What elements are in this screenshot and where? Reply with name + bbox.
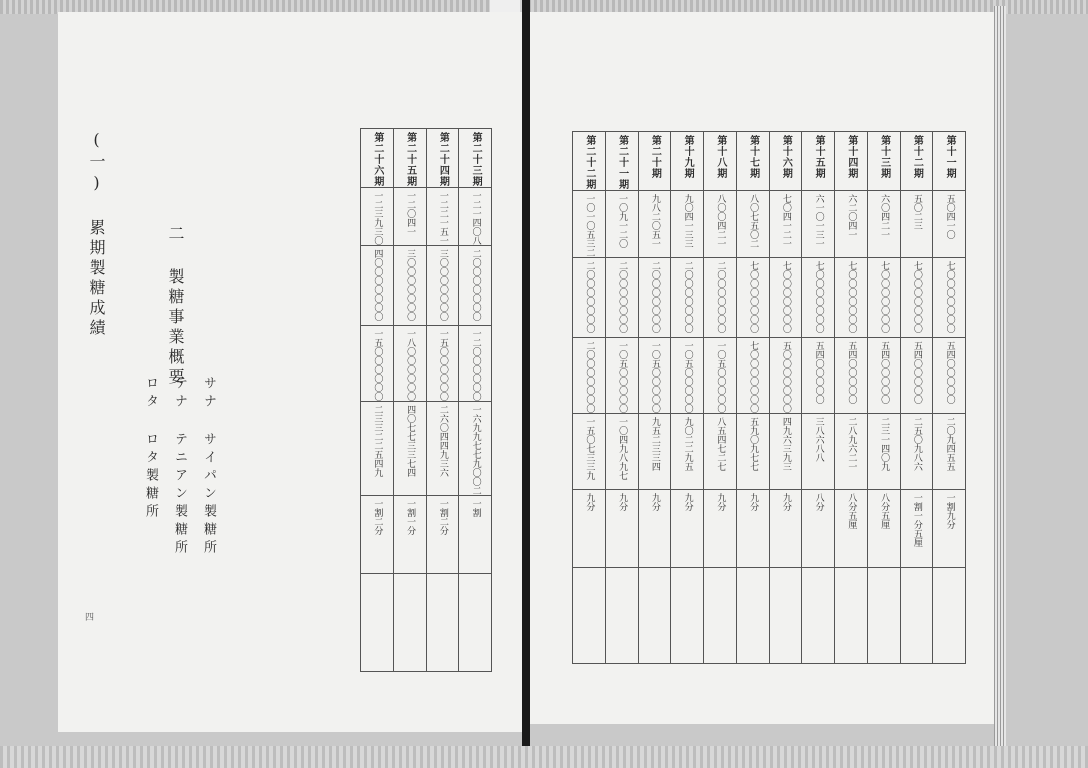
value-cell: 九〇四一三三 (671, 191, 704, 258)
value-cell: 五〇四一〇 (933, 191, 966, 258)
empty-cell (361, 574, 394, 672)
value-cell: 七〇四一二一 (769, 191, 802, 258)
value-cell: 六二〇四一 (835, 191, 868, 258)
value-cell: 四〇〇〇〇〇〇〇 (361, 246, 394, 326)
value-cell: 二〇〇〇〇〇〇〇 (638, 258, 671, 338)
value-cell: 一〇一〇五三二 (573, 191, 606, 258)
value-cell: 二〇九四五五 (933, 414, 966, 490)
page-stack-edge (994, 6, 1006, 746)
value-cell: 九五二三三四 (638, 414, 671, 490)
value-cell: 五九〇九七七 (736, 414, 769, 490)
factory-tinian: テナ テニアン製糖所 (172, 376, 187, 558)
value-cell: 七〇〇〇〇〇〇〇 (867, 258, 900, 338)
value-cell: 二〇〇〇〇〇〇〇 (573, 258, 606, 338)
value-cell: 四〇七七三三七四 (393, 402, 426, 496)
section-title: (一) 累期製糖成績 (87, 130, 106, 339)
value-cell: 二〇〇〇〇〇〇〇 (459, 246, 492, 326)
period-header: 第二十五期 (393, 129, 426, 188)
value-cell: 一割二分 (426, 496, 459, 574)
value-cell: 九分 (704, 490, 737, 568)
empty-cell (638, 568, 671, 664)
period-header: 第二十二期 (573, 132, 606, 191)
empty-cell (769, 568, 802, 664)
value-cell: 一〇五〇〇〇〇〇 (605, 338, 638, 414)
value-cell: 一八〇〇〇〇〇〇 (393, 326, 426, 402)
period-header: 第二十三期 (459, 129, 492, 188)
value-cell: 九分 (736, 490, 769, 568)
period-header: 第二十四期 (426, 129, 459, 188)
value-cell: 一〇四九八九七 (605, 414, 638, 490)
value-cell: 八〇七五〇二 (736, 191, 769, 258)
value-cell: 一〇五〇〇〇〇〇 (671, 338, 704, 414)
value-cell: 九〇二二九五 (671, 414, 704, 490)
value-cell: 四九六三九三 (769, 414, 802, 490)
value-cell: 九分 (605, 490, 638, 568)
period-header: 第十九期 (671, 132, 704, 191)
empty-cell (573, 568, 606, 664)
value-cell: 六〇四二一 (867, 191, 900, 258)
value-cell: 一二〇四一 (393, 188, 426, 246)
period-header: 第十六期 (769, 132, 802, 191)
value-cell: 九分 (671, 490, 704, 568)
value-cell: 九分 (638, 490, 671, 568)
period-header: 第十四期 (835, 132, 868, 191)
value-cell: 二三三二二五四九 (361, 402, 394, 496)
factory-rota: ロタ ロタ製糖所 (143, 376, 158, 522)
value-cell: 九分 (769, 490, 802, 568)
value-cell: 一二〇〇〇〇〇〇 (459, 326, 492, 402)
value-cell: 五〇二三 (900, 191, 933, 258)
value-cell: 一割 (459, 496, 492, 574)
period-header: 第十一期 (933, 132, 966, 191)
period-header: 第二十一期 (605, 132, 638, 191)
value-cell: 五四〇〇〇〇〇 (900, 338, 933, 414)
value-cell: 三八六八八 (802, 414, 835, 490)
value-cell: 二〇〇〇〇〇〇〇 (573, 338, 606, 414)
book-gutter (522, 0, 530, 768)
value-cell: 二三一四〇九 (867, 414, 900, 490)
empty-cell (605, 568, 638, 664)
value-cell: 五四〇〇〇〇〇 (835, 338, 868, 414)
value-cell: 五四〇〇〇〇〇 (802, 338, 835, 414)
empty-cell (426, 574, 459, 672)
value-cell: 一割二分 (361, 496, 394, 574)
value-cell: 八分五厘 (835, 490, 868, 568)
value-cell: 三〇〇〇〇〇〇〇 (393, 246, 426, 326)
empty-cell (736, 568, 769, 664)
value-cell: 一割一分 (393, 496, 426, 574)
period-header: 第十七期 (736, 132, 769, 191)
period-header: 第十二期 (900, 132, 933, 191)
period-header: 第十五期 (802, 132, 835, 191)
value-cell: 一二三九三〇 (361, 188, 394, 246)
value-cell: 二六〇四四九三六 (426, 402, 459, 496)
value-cell: 八分五厘 (867, 490, 900, 568)
factory-saipan: サナ サイパン製糖所 (201, 376, 216, 558)
value-cell: 七〇〇〇〇〇〇〇 (736, 258, 769, 338)
value-cell: 五〇〇〇〇〇〇〇 (769, 338, 802, 414)
value-cell: 七〇〇〇〇〇〇〇 (900, 258, 933, 338)
empty-cell (933, 568, 966, 664)
value-cell: 一六九九七七九〇〇二 (459, 402, 492, 496)
value-cell: 七〇〇〇〇〇〇〇 (736, 338, 769, 414)
page-mark: 四 (85, 613, 95, 623)
value-cell: 二〇〇〇〇〇〇〇 (671, 258, 704, 338)
value-cell: 八分 (802, 490, 835, 568)
period-header: 第二十期 (638, 132, 671, 191)
right-ledger-table (572, 131, 966, 664)
value-cell: 一〇五〇〇〇〇〇 (638, 338, 671, 414)
value-cell: 二〇〇〇〇〇〇〇 (605, 258, 638, 338)
left-ledger-table (360, 128, 492, 672)
value-cell: 一五〇〇〇〇〇〇 (361, 326, 394, 402)
empty-cell (704, 568, 737, 664)
value-cell: 一〇五〇〇〇〇〇 (704, 338, 737, 414)
value-cell: 五四〇〇〇〇〇 (933, 338, 966, 414)
value-cell: 一二一四〇八 (459, 188, 492, 246)
period-header: 第十三期 (867, 132, 900, 191)
value-cell: 一割九分 (933, 490, 966, 568)
empty-cell (393, 574, 426, 672)
value-cell: 三〇〇〇〇〇〇〇 (426, 246, 459, 326)
value-cell: 八〇〇四二一 (704, 191, 737, 258)
period-header: 第二十六期 (361, 129, 394, 188)
value-cell: 九分 (573, 490, 606, 568)
empty-cell (802, 568, 835, 664)
value-cell: 二八九六二一 (835, 414, 868, 490)
value-cell: 八五四七二七 (704, 414, 737, 490)
value-cell: 六一〇一三一 (802, 191, 835, 258)
value-cell: 一割一分五厘 (900, 490, 933, 568)
value-cell: 一五〇〇〇〇〇〇 (426, 326, 459, 402)
value-cell: 七〇〇〇〇〇〇〇 (835, 258, 868, 338)
scan-bottom-edge (0, 746, 1088, 768)
empty-cell (459, 574, 492, 672)
value-cell: 二五〇九八六 (900, 414, 933, 490)
value-cell: 一二二一五一 (426, 188, 459, 246)
value-cell: 七〇〇〇〇〇〇〇 (933, 258, 966, 338)
value-cell: 九八二〇五一 (638, 191, 671, 258)
empty-cell (671, 568, 704, 664)
empty-cell (867, 568, 900, 664)
value-cell: 七〇〇〇〇〇〇〇 (802, 258, 835, 338)
empty-cell (835, 568, 868, 664)
period-header: 第十八期 (704, 132, 737, 191)
value-cell: 一五〇七三三九 (573, 414, 606, 490)
empty-cell (900, 568, 933, 664)
value-cell: 七〇〇〇〇〇〇〇 (769, 258, 802, 338)
value-cell: 二〇〇〇〇〇〇〇 (704, 258, 737, 338)
value-cell: 一〇九一二〇 (605, 191, 638, 258)
heading-sugar-business: 二 製糖事業概要 (166, 225, 185, 388)
value-cell: 五四〇〇〇〇〇 (867, 338, 900, 414)
